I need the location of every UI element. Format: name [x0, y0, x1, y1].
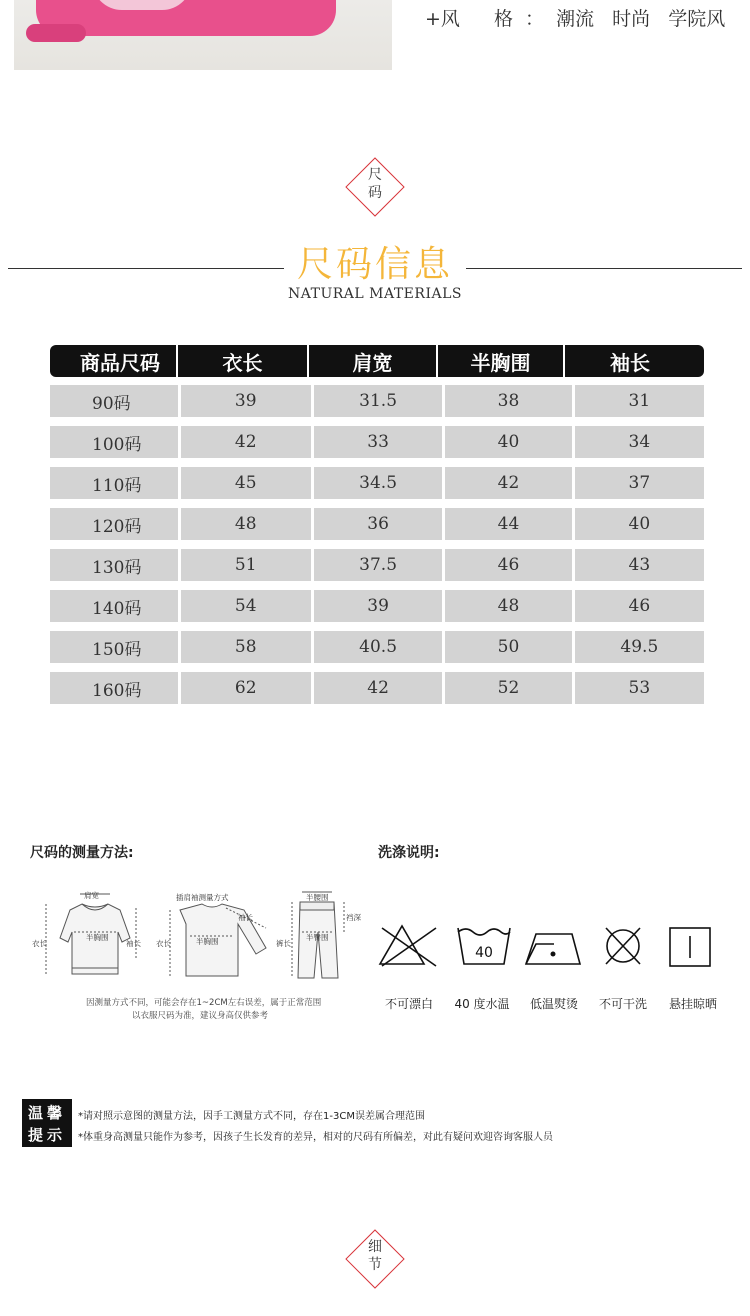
style-attribute: [425, 4, 731, 31]
style-prefix: +风: [425, 8, 460, 30]
label-pants-length: 裤长: [276, 939, 291, 948]
table-cell: 120码: [50, 508, 178, 540]
table-cell: 39: [181, 385, 311, 417]
care-heading: 洗涤说明:: [378, 845, 440, 861]
label-shoulder: 肩宽: [84, 891, 99, 900]
hang-dry-icon: [670, 928, 710, 966]
table-cell: 44: [445, 508, 571, 540]
label-rise: 裆深: [346, 913, 361, 922]
style-value: 学院风: [668, 8, 726, 30]
care-label: 低温熨烫: [529, 997, 578, 1011]
iron-icon: [526, 934, 580, 964]
header-cell: 肩宽: [309, 345, 438, 377]
size-badge: [345, 157, 405, 217]
table-cell: 42: [445, 467, 571, 499]
care-label: 不可干洗: [598, 997, 647, 1011]
label-sleeve: 袖长: [126, 939, 141, 948]
table-cell: 46: [575, 590, 704, 622]
header-cell: 衣长: [178, 345, 309, 377]
table-row: [50, 549, 704, 581]
care-label: 不可漂白: [384, 997, 433, 1011]
table-row: [50, 672, 704, 704]
table-cell: 51: [181, 549, 311, 581]
measure-diagram: [30, 888, 370, 988]
table-row: [50, 590, 704, 622]
table-row: [50, 631, 704, 663]
table-cell: 39: [314, 590, 442, 622]
label-hip: 半臀围: [306, 933, 329, 942]
table-cell: 42: [314, 672, 442, 704]
no-dryclean-icon: [606, 928, 640, 964]
badge-text: [345, 166, 405, 202]
tip-text: *体重身高测量只能作为参考，因孩子生长发育的差异，相对的尺码有所偏差，对此有疑问欢迎咨询客服人员: [78, 1132, 553, 1143]
table-cell: 48: [181, 508, 311, 540]
table-cell: 40.5: [314, 631, 442, 663]
table-cell: 40: [575, 508, 704, 540]
table-cell: 34: [575, 426, 704, 458]
table-row: [50, 385, 704, 417]
style-value: 潮流: [556, 8, 595, 30]
iron-dot: [551, 952, 556, 957]
table-cell: 48: [445, 590, 571, 622]
table-cell: 49.5: [575, 631, 704, 663]
style-key: 格: [493, 8, 513, 30]
table-cell: 130码: [50, 549, 178, 581]
table-cell: 42: [181, 426, 311, 458]
table-cell: 54: [181, 590, 311, 622]
label-waist: 半腰围: [306, 893, 329, 902]
style-separator: ：: [525, 8, 545, 30]
care-label: 悬挂晾晒: [668, 997, 717, 1011]
table-cell: 38: [445, 385, 571, 417]
label-raglan-sleeve: 袖长: [238, 913, 253, 922]
table-cell: 53: [575, 672, 704, 704]
table-row: [50, 426, 704, 458]
section-title: 尺码信息: [296, 244, 453, 285]
raglan-shape: [180, 904, 266, 976]
table-cell: 37: [575, 467, 704, 499]
table-cell: 62: [181, 672, 311, 704]
no-bleach-icon: [380, 926, 436, 966]
care-icons: [376, 920, 716, 974]
label-chest: 半胸围: [86, 933, 109, 942]
table-cell: 46: [445, 549, 571, 581]
badge-char: 节: [368, 1257, 382, 1273]
tips-badge: [22, 1099, 72, 1147]
table-cell: 40: [445, 426, 571, 458]
label-raglan-title: 插肩袖测量方式: [176, 893, 229, 902]
tip-text: *请对照示意图的测量方法，因手工测量方式不同，存在1-3CM误差属合理范围: [78, 1111, 425, 1122]
badge-char: 码: [368, 185, 382, 201]
tips-badge-line: 提示: [27, 1125, 66, 1144]
product-photo: [14, 0, 392, 70]
table-cell: 36: [314, 508, 442, 540]
label-length: 衣长: [32, 939, 47, 948]
table-cell: 58: [181, 631, 311, 663]
measure-note: 因测量方式不同，可能会存在1~2CM左右误差，属于正常范围: [86, 998, 322, 1008]
table-cell: 34.5: [314, 467, 442, 499]
measure-note: 以衣服尺码为准，建议身高仅供参考: [132, 1011, 269, 1021]
label-raglan-length: 衣长: [156, 939, 171, 948]
badge-char: 细: [368, 1239, 382, 1255]
header-cell: 半胸围: [438, 345, 565, 377]
header-cell: 袖长: [610, 350, 650, 375]
garment-cuff: [26, 24, 86, 42]
table-cell: 50: [445, 631, 571, 663]
measure-heading: 尺码的测量方法:: [30, 845, 134, 861]
detail-badge: [345, 1229, 405, 1289]
table-cell: 140码: [50, 590, 178, 622]
wash-temp-text: 40: [475, 945, 493, 961]
section-subtitle: NATURAL MATERIALS: [288, 286, 462, 302]
table-cell: 31.5: [314, 385, 442, 417]
header-cell: 商品尺码: [50, 345, 178, 377]
label-raglan-chest: 半胸围: [196, 937, 219, 946]
table-header: [50, 345, 704, 377]
table-cell: 33: [314, 426, 442, 458]
table-cell: 52: [445, 672, 571, 704]
badge-text: [345, 1238, 405, 1274]
table-cell: 37.5: [314, 549, 442, 581]
table-cell: 31: [575, 385, 704, 417]
care-label: 40 度水温: [454, 997, 510, 1011]
table-cell: 110码: [50, 467, 178, 499]
table-cell: 150码: [50, 631, 178, 663]
style-value: 时尚: [612, 8, 651, 30]
table-row: [50, 508, 704, 540]
table-row: [50, 467, 704, 499]
table-cell: 100码: [50, 426, 178, 458]
size-table: [50, 345, 704, 704]
table-cell: 90码: [50, 385, 178, 417]
tips-badge-line: 温馨: [27, 1103, 66, 1122]
table-cell: 43: [575, 549, 704, 581]
table-cell: 160码: [50, 672, 178, 704]
badge-char: 尺: [368, 167, 382, 183]
table-cell: 45: [181, 467, 311, 499]
